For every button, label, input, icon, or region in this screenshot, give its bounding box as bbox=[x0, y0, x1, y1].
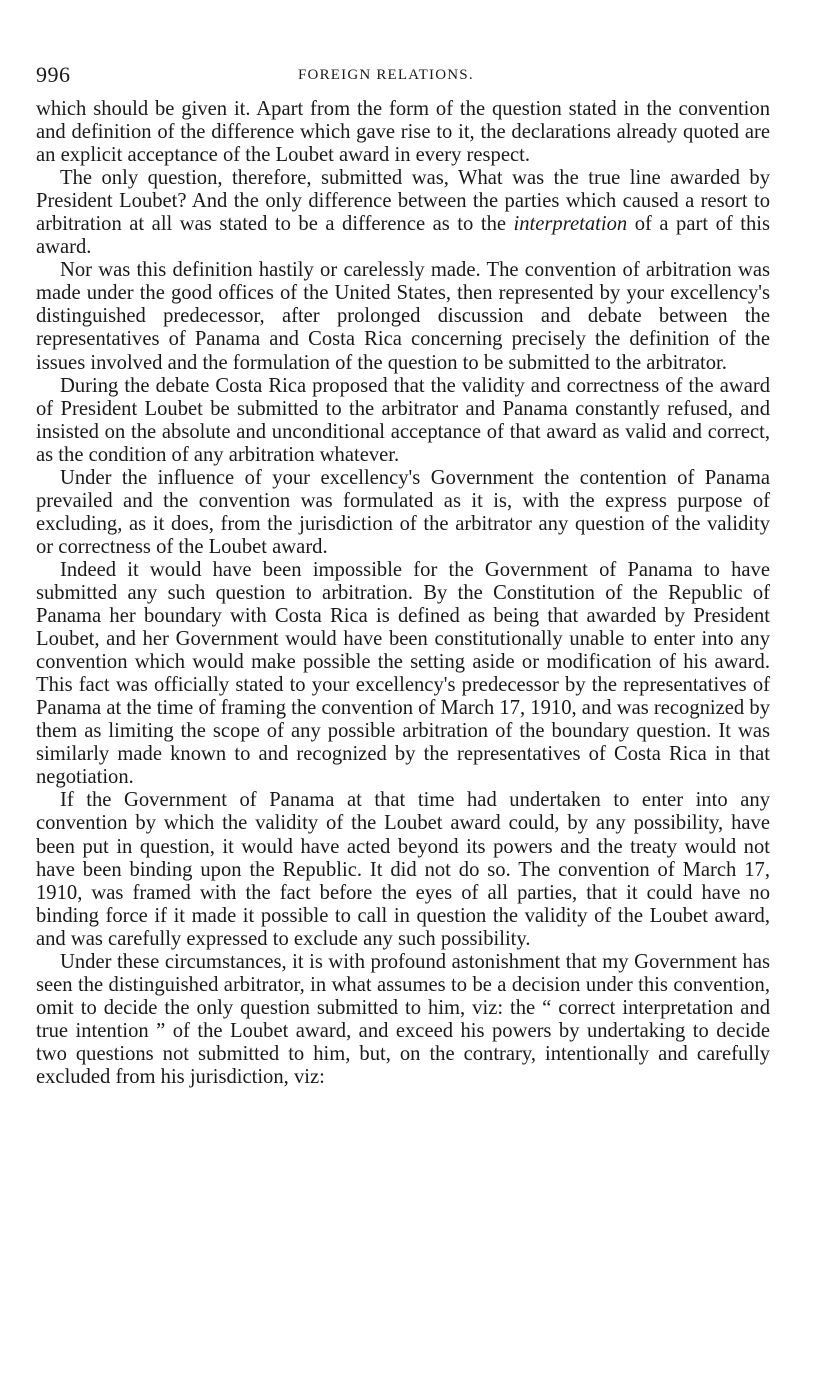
paragraph bbox=[36, 789, 770, 950]
paragraph-text: During the debate Costa Rica proposed that the validity and correctness of the award of President Loubet be submitted to the arbitrator and Panama constantly refused, and insisted on the absolute and unconditional acceptance of that award as valid and correct, as the condition of any arbitration whatever. bbox=[36, 374, 770, 466]
paragraph-text: Under the influence of your excellency's Government the contention of Panama prevailed and the convention was formulated as it is, with the express purpose of excluding, as it does, from the jurisdiction of the arbitrator any question of the validity or correctness of the Loubet award. bbox=[36, 466, 770, 558]
paragraph-text: Indeed it would have been impossible for the Government of Panama to have submitted any such question to arbitration. By the Constitution of the Republic of Panama her boundary with Costa Rica is defined as being that awarded by President Loubet, and her Government would have been constitutionally unable to enter into any convention which would make possible the setting aside or modification of his award. This fact was officially stated to your excellency's predecessor by the representatives of Panama at the time of framing the convention of March 17, 1910, and was recognized by them as limiting the scope of any possible arbitration of the boundary question. It was similarly made known to and recognized by the representatives of Costa Rica in that negotiation. bbox=[36, 558, 770, 789]
paragraph bbox=[36, 559, 770, 789]
page-header bbox=[36, 58, 770, 98]
paragraph-text: Under these circumstances, it is with profound astonishment that my Government has seen the distinguished arbitrator, in what assumes to be a decision under this convention, omit to decide the only question submitted to him, viz: the “ correct interpretation and true intention ” of the Loubet award, and exceed his powers by undertaking to decide two questions not submitted to him, but, on the contrary, intentionally and carefully excluded from his jurisdiction, viz: bbox=[36, 950, 770, 1088]
paragraph bbox=[36, 375, 770, 467]
document-page bbox=[36, 58, 770, 1089]
paragraph-text: The only question, therefore, submitted was, What was the true line awarded by President Loubet? And the only difference between the parties which caused a resort to arbitration at all was stated to be a difference as to the bbox=[36, 167, 770, 236]
body-text bbox=[36, 98, 770, 1089]
paragraph-text: If the Government of Panama at that time had undertaken to enter into any convention by which the validity of the Loubet award could, by any possibility, have been put in question, it would have acted beyond its powers and the treaty would not have been binding upon the Republic. It did not do so. The convention of March 17, 1910, was framed with the fact before the eyes of all parties, that it could have no binding force if it made it possible to call in question the validity of the Loubet award, and was carefully expressed to exclude any such possibility. bbox=[36, 789, 770, 950]
italic-text: interpretation bbox=[513, 213, 628, 236]
paragraph bbox=[36, 167, 770, 259]
paragraph bbox=[36, 259, 770, 374]
page-number: 996 bbox=[36, 62, 71, 87]
paragraph bbox=[36, 951, 770, 1089]
running-head: FOREIGN RELATIONS. bbox=[298, 67, 474, 83]
paragraph bbox=[36, 98, 770, 167]
paragraph-text: of a part of this award. bbox=[36, 213, 770, 259]
paragraph-text: Nor was this definition hastily or carelessly made. The convention of arbitration was made under the good offices of the United States, then represented by your excellency's distinguished predecessor, after prolonged discussion and debate between the representatives of Panama and Costa Rica concerning precisely the definition of the issues involved and the formulation of the question to be submitted to the arbitrator. bbox=[36, 259, 770, 374]
paragraph-text: which should be given it. Apart from the form of the question stated in the convention and definition of the difference which gave rise to it, the declarations already quoted are an explicit acceptance of the Loubet award in every respect. bbox=[36, 98, 770, 167]
paragraph bbox=[36, 467, 770, 559]
